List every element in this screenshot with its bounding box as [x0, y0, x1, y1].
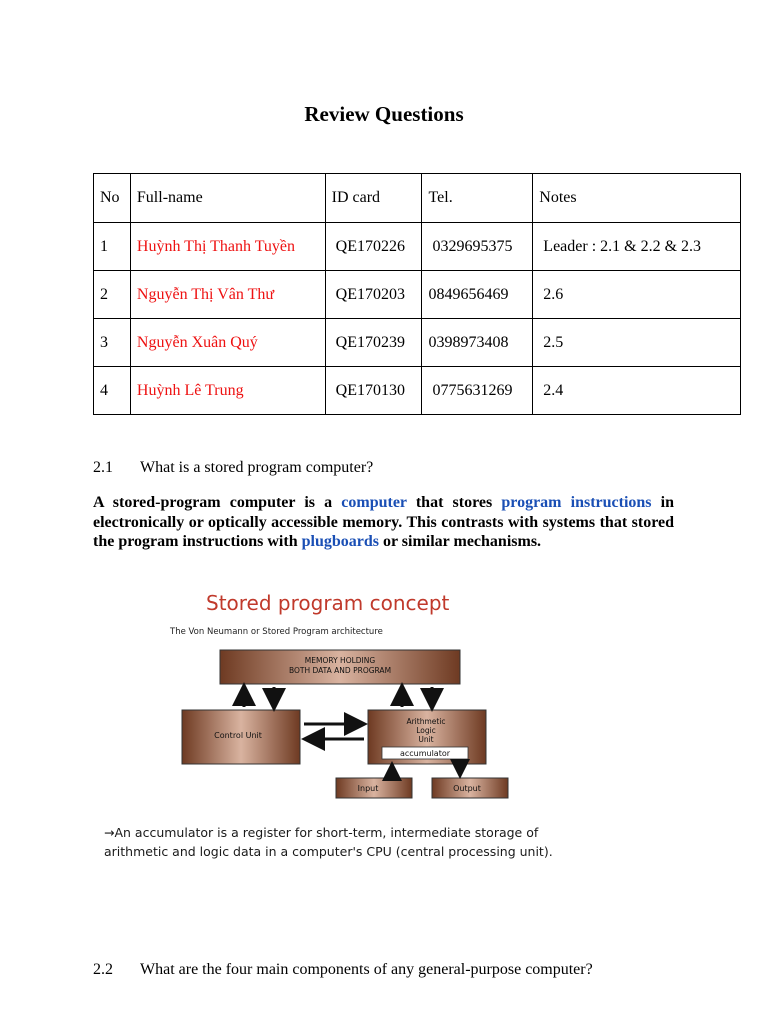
alu-label-line1: Arithmetic [406, 717, 446, 726]
table-row [94, 271, 741, 319]
alu-label-line2: Logic [416, 726, 436, 735]
input-label: Input [357, 784, 379, 793]
answer-text: or similar mechanisms. [378, 533, 542, 550]
members-table [93, 173, 741, 415]
caption-line1: An accumulator is a register for short-term, intermediate storage of [114, 825, 539, 840]
diagram-title: Stored program concept [206, 591, 450, 615]
member-name: Nguyễn Thị Vân Thư [130, 271, 325, 319]
page-title: Review Questions [304, 102, 464, 126]
member-name: Nguyễn Xuân Quý [130, 319, 325, 367]
member-tel: 0775631269 [422, 367, 533, 415]
caption-line2: arithmetic and logic data in a computer's CPU (central processing unit). [104, 844, 553, 859]
question-2-2 [93, 961, 593, 979]
row-number: 1 [94, 223, 131, 271]
table-row [94, 319, 741, 367]
member-notes: Leader : 2.1 & 2.2 & 2.3 [533, 223, 741, 271]
member-tel: 0329695375 [422, 223, 533, 271]
answer-text: that stores [406, 494, 502, 511]
question-number: 2.2 [93, 961, 113, 978]
answer-text: A stored-program computer is a [93, 494, 342, 511]
member-name: Huỳnh Thị Thanh Tuyền [130, 223, 325, 271]
memory-label-line1: MEMORY HOLDING [304, 656, 376, 665]
question-number: 2.1 [93, 459, 113, 476]
member-notes: 2.5 [533, 319, 741, 367]
answer-text: in electronically or optically accessible memory. This contrasts with systems that stored the program instructions with [93, 494, 674, 550]
control-unit-label: Control Unit [214, 731, 262, 740]
member-notes: 2.4 [533, 367, 741, 415]
accumulator-caption [104, 823, 564, 861]
answer-paragraph [93, 493, 674, 552]
link-computer: computer [341, 494, 407, 511]
link-program-instructions: program instructions [501, 494, 652, 511]
table-header-row [94, 174, 741, 223]
output-label: Output [453, 784, 481, 793]
table-row [94, 367, 741, 415]
link-plugboards: plugboards [301, 533, 379, 550]
row-number: 3 [94, 319, 131, 367]
memory-label-line2: BOTH DATA AND PROGRAM [288, 666, 392, 675]
member-id: QE170226 [325, 223, 422, 271]
header-notes: Notes [533, 174, 741, 223]
row-number: 4 [94, 367, 131, 415]
member-id: QE170203 [325, 271, 422, 319]
question-text: What are the four main components of any general-purpose computer? [140, 961, 593, 978]
member-tel: 0849656469 [422, 271, 533, 319]
diagram-subtitle: The Von Neumann or Stored Program architecture [170, 627, 383, 637]
right-arrow-icon: → [104, 825, 115, 840]
alu-label-line3: Unit [418, 735, 434, 744]
question-2-1 [93, 459, 373, 477]
member-name: Huỳnh Lê Trung [130, 367, 325, 415]
header-full-name: Full-name [130, 174, 325, 223]
table-row [94, 223, 741, 271]
question-text: What is a stored program computer? [140, 459, 374, 476]
header-no: No [94, 174, 131, 223]
header-tel: Tel. [422, 174, 533, 223]
header-id-card: ID card [325, 174, 422, 223]
member-tel: 0398973408 [422, 319, 533, 367]
accumulator-label: accumulator [399, 749, 451, 758]
row-number: 2 [94, 271, 131, 319]
member-id: QE170130 [325, 367, 422, 415]
member-id: QE170239 [325, 319, 422, 367]
member-notes: 2.6 [533, 271, 741, 319]
